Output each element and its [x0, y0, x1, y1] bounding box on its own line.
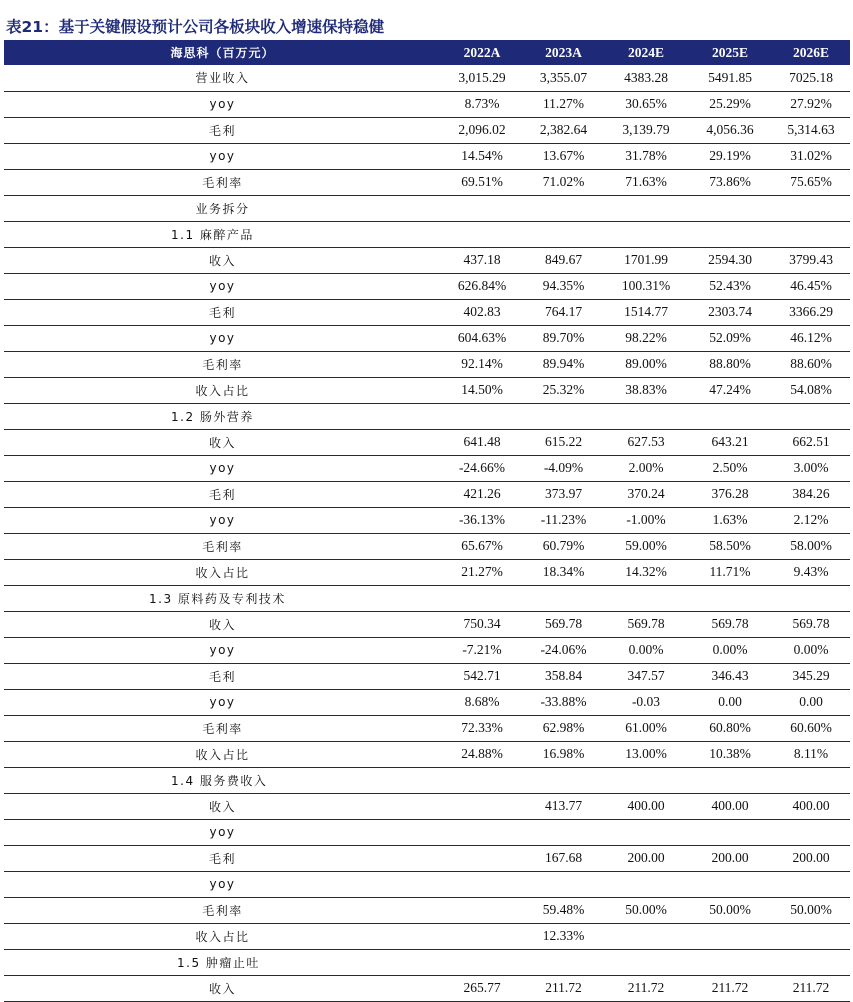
cell-value	[688, 819, 772, 845]
cell-value: 65.67%	[441, 533, 523, 559]
cell-value: 60.80%	[688, 715, 772, 741]
cell-value: 27.92%	[772, 91, 850, 117]
table-row	[4, 169, 850, 195]
cell-value: 358.84	[523, 663, 604, 689]
cell-value	[441, 949, 523, 975]
cell-value: 265.77	[441, 975, 523, 1001]
cell-value: 0.00	[772, 689, 850, 715]
cell-value: 8.73%	[441, 91, 523, 117]
cell-value: 11.27%	[523, 91, 604, 117]
row-label: yoy	[4, 455, 441, 481]
cell-value: 50.00%	[772, 897, 850, 923]
cell-value: 75.65%	[772, 169, 850, 195]
cell-value: 88.60%	[772, 351, 850, 377]
cell-value: 345.29	[772, 663, 850, 689]
cell-value: 4,056.36	[688, 117, 772, 143]
cell-value: 211.72	[688, 975, 772, 1001]
cell-value: 71.02%	[523, 169, 604, 195]
cell-value: -1.00%	[604, 507, 688, 533]
table-row	[4, 871, 850, 897]
table-row	[4, 273, 850, 299]
cell-value: 211.72	[604, 975, 688, 1001]
cell-value: 413.77	[523, 793, 604, 819]
cell-value: 200.00	[772, 845, 850, 871]
cell-value: 71.63%	[604, 169, 688, 195]
cell-value: 58.50%	[688, 533, 772, 559]
cell-value: 3,355.07	[523, 65, 604, 91]
cell-value: 400.00	[604, 793, 688, 819]
table-row	[4, 741, 850, 767]
cell-value	[772, 221, 850, 247]
row-label: 收入	[4, 247, 441, 273]
cell-value: 0.00%	[772, 637, 850, 663]
cell-value: 402.83	[441, 299, 523, 325]
cell-value: 2,096.02	[441, 117, 523, 143]
cell-value: 59.48%	[523, 897, 604, 923]
row-label: 业务拆分	[4, 195, 441, 221]
row-label: 毛利率	[4, 351, 441, 377]
table-row	[4, 507, 850, 533]
cell-value: 3799.43	[772, 247, 850, 273]
header-year: 2022A	[463, 44, 501, 60]
table-row	[4, 143, 850, 169]
cell-value: 641.48	[441, 429, 523, 455]
cell-value: 47.24%	[688, 377, 772, 403]
cell-value: 46.45%	[772, 273, 850, 299]
cell-value: 643.21	[688, 429, 772, 455]
cell-value: 346.43	[688, 663, 772, 689]
cell-value: 1.63%	[688, 507, 772, 533]
header-year: 2025E	[711, 44, 748, 60]
cell-value: 8.68%	[441, 689, 523, 715]
cell-value: 89.94%	[523, 351, 604, 377]
table-title: 表21：基于关键假设预计公司各板块收入增速保持稳健	[6, 18, 385, 36]
cell-value: 30.65%	[604, 91, 688, 117]
cell-value: 376.28	[688, 481, 772, 507]
row-label: 收入	[4, 793, 441, 819]
cell-value: 211.72	[772, 975, 850, 1001]
cell-value: 59.00%	[604, 533, 688, 559]
row-label: yoy	[4, 637, 441, 663]
cell-value: 4383.28	[604, 65, 688, 91]
cell-value	[688, 195, 772, 221]
cell-value: -24.06%	[523, 637, 604, 663]
cell-value: 662.51	[772, 429, 850, 455]
cell-value	[688, 403, 772, 429]
cell-value: 89.00%	[604, 351, 688, 377]
row-label: 收入占比	[4, 559, 441, 585]
table-row	[4, 325, 850, 351]
cell-value: 24.88%	[441, 741, 523, 767]
cell-value: 25.32%	[523, 377, 604, 403]
table-body	[4, 65, 850, 1001]
row-label: 1.5 肿瘤止吐	[4, 949, 441, 975]
cell-value: 627.53	[604, 429, 688, 455]
row-label: 收入占比	[4, 377, 441, 403]
cell-value: 31.78%	[604, 143, 688, 169]
cell-value: 25.29%	[688, 91, 772, 117]
cell-value	[772, 195, 850, 221]
cell-value: 3.00%	[772, 455, 850, 481]
table-row	[4, 689, 850, 715]
header-label: 海思科（百万元）	[170, 46, 275, 60]
cell-value: 14.50%	[441, 377, 523, 403]
table-row	[4, 559, 850, 585]
table-row	[4, 65, 850, 91]
table-row	[4, 481, 850, 507]
cell-value	[688, 221, 772, 247]
cell-value: 50.00%	[604, 897, 688, 923]
cell-value: 52.43%	[688, 273, 772, 299]
cell-value	[688, 949, 772, 975]
cell-value: 14.54%	[441, 143, 523, 169]
cell-value: 72.33%	[441, 715, 523, 741]
cell-value: 21.27%	[441, 559, 523, 585]
row-label: 收入	[4, 975, 441, 1001]
cell-value: -36.13%	[441, 507, 523, 533]
row-label: 毛利	[4, 299, 441, 325]
cell-value: 9.43%	[772, 559, 850, 585]
cell-value: 62.98%	[523, 715, 604, 741]
row-label: yoy	[4, 325, 441, 351]
cell-value	[441, 923, 523, 949]
row-label: 毛利率	[4, 533, 441, 559]
table-row	[4, 455, 850, 481]
cell-value: 13.00%	[604, 741, 688, 767]
row-label: 1.4 服务费收入	[4, 767, 441, 793]
cell-value	[441, 897, 523, 923]
cell-value: 92.14%	[441, 351, 523, 377]
cell-value: 200.00	[688, 845, 772, 871]
cell-value	[604, 923, 688, 949]
cell-value	[604, 767, 688, 793]
section-row	[4, 949, 850, 975]
header-row	[4, 40, 850, 65]
cell-value	[772, 819, 850, 845]
row-label: 毛利	[4, 117, 441, 143]
section-row	[4, 221, 850, 247]
table-row	[4, 299, 850, 325]
cell-value: 29.19%	[688, 143, 772, 169]
row-label: yoy	[4, 273, 441, 299]
cell-value: 73.86%	[688, 169, 772, 195]
cell-value: 211.72	[523, 975, 604, 1001]
cell-value	[688, 767, 772, 793]
cell-value	[441, 871, 523, 897]
header-year: 2026E	[792, 44, 829, 60]
cell-value: 384.26	[772, 481, 850, 507]
section-row	[4, 403, 850, 429]
cell-value: 2.50%	[688, 455, 772, 481]
table-row	[4, 377, 850, 403]
cell-value: 3366.29	[772, 299, 850, 325]
cell-value	[441, 819, 523, 845]
cell-value: 2.00%	[604, 455, 688, 481]
header-year: 2024E	[627, 44, 664, 60]
cell-value	[441, 585, 523, 611]
cell-value	[604, 819, 688, 845]
cell-value: 400.00	[772, 793, 850, 819]
cell-value: 2.12%	[772, 507, 850, 533]
cell-value: 604.63%	[441, 325, 523, 351]
cell-value: 421.26	[441, 481, 523, 507]
table-row	[4, 91, 850, 117]
cell-value	[441, 767, 523, 793]
cell-value: 14.32%	[604, 559, 688, 585]
table-row	[4, 429, 850, 455]
cell-value	[523, 221, 604, 247]
row-label: 毛利率	[4, 169, 441, 195]
cell-value: -11.23%	[523, 507, 604, 533]
cell-value	[441, 221, 523, 247]
cell-value	[523, 403, 604, 429]
table-row	[4, 611, 850, 637]
cell-value: 2303.74	[688, 299, 772, 325]
cell-value: 60.60%	[772, 715, 850, 741]
cell-value: 347.57	[604, 663, 688, 689]
cell-value: 16.98%	[523, 741, 604, 767]
cell-value	[523, 585, 604, 611]
cell-value: -7.21%	[441, 637, 523, 663]
cell-value: 5,314.63	[772, 117, 850, 143]
cell-value: -24.66%	[441, 455, 523, 481]
cell-value: 88.80%	[688, 351, 772, 377]
cell-value: 615.22	[523, 429, 604, 455]
cell-value	[604, 195, 688, 221]
cell-value: 58.00%	[772, 533, 850, 559]
section-row	[4, 195, 850, 221]
cell-value: 98.22%	[604, 325, 688, 351]
table-row	[4, 715, 850, 741]
table-row	[4, 663, 850, 689]
cell-value	[604, 871, 688, 897]
cell-value	[688, 923, 772, 949]
table-row	[4, 845, 850, 871]
table-row	[4, 637, 850, 663]
cell-value: -33.88%	[523, 689, 604, 715]
row-label: 收入	[4, 429, 441, 455]
cell-value: 69.51%	[441, 169, 523, 195]
cell-value: 1701.99	[604, 247, 688, 273]
table-row	[4, 117, 850, 143]
cell-value	[441, 845, 523, 871]
cell-value	[523, 949, 604, 975]
cell-value	[523, 871, 604, 897]
table-row	[4, 819, 850, 845]
cell-value: 89.70%	[523, 325, 604, 351]
row-label: yoy	[4, 689, 441, 715]
cell-value: -0.03	[604, 689, 688, 715]
cell-value	[523, 195, 604, 221]
row-label: 毛利率	[4, 715, 441, 741]
cell-value: 0.00	[688, 689, 772, 715]
cell-value: 94.35%	[523, 273, 604, 299]
cell-value: 373.97	[523, 481, 604, 507]
cell-value: 626.84%	[441, 273, 523, 299]
row-label: 收入	[4, 611, 441, 637]
cell-value	[604, 403, 688, 429]
row-label: 收入占比	[4, 923, 441, 949]
row-label: yoy	[4, 507, 441, 533]
cell-value: 569.78	[688, 611, 772, 637]
table-row	[4, 923, 850, 949]
cell-value: 31.02%	[772, 143, 850, 169]
forecast-table	[4, 40, 850, 1002]
cell-value	[772, 949, 850, 975]
cell-value: 569.78	[772, 611, 850, 637]
cell-value: 2594.30	[688, 247, 772, 273]
row-label: 毛利	[4, 663, 441, 689]
cell-value: 1514.77	[604, 299, 688, 325]
table-header	[4, 40, 850, 65]
cell-value: 11.71%	[688, 559, 772, 585]
cell-value: 50.00%	[688, 897, 772, 923]
row-label: 1.1 麻醉产品	[4, 221, 441, 247]
cell-value: 0.00%	[604, 637, 688, 663]
table-row	[4, 975, 850, 1001]
cell-value: 764.17	[523, 299, 604, 325]
cell-value	[604, 949, 688, 975]
section-row	[4, 767, 850, 793]
cell-value: 0.00%	[688, 637, 772, 663]
header-year: 2023A	[545, 44, 582, 60]
cell-value	[772, 403, 850, 429]
cell-value: 18.34%	[523, 559, 604, 585]
cell-value	[772, 767, 850, 793]
row-label: yoy	[4, 143, 441, 169]
cell-value	[688, 585, 772, 611]
cell-value: 542.71	[441, 663, 523, 689]
cell-value: 10.38%	[688, 741, 772, 767]
cell-value	[604, 585, 688, 611]
cell-value: 61.00%	[604, 715, 688, 741]
cell-value: 569.78	[604, 611, 688, 637]
row-label: 收入占比	[4, 741, 441, 767]
cell-value: 7025.18	[772, 65, 850, 91]
cell-value: 46.12%	[772, 325, 850, 351]
cell-value: 437.18	[441, 247, 523, 273]
cell-value: 200.00	[604, 845, 688, 871]
cell-value: 60.79%	[523, 533, 604, 559]
cell-value: 13.67%	[523, 143, 604, 169]
cell-value: 52.09%	[688, 325, 772, 351]
cell-value: 38.83%	[604, 377, 688, 403]
row-label: 1.3 原料药及专利技术	[4, 585, 441, 611]
cell-value: -4.09%	[523, 455, 604, 481]
cell-value: 5491.85	[688, 65, 772, 91]
cell-value	[441, 403, 523, 429]
row-label: 1.2 肠外营养	[4, 403, 441, 429]
cell-value: 3,139.79	[604, 117, 688, 143]
cell-value: 100.31%	[604, 273, 688, 299]
cell-value: 12.33%	[523, 923, 604, 949]
cell-value	[688, 871, 772, 897]
cell-value	[772, 585, 850, 611]
row-label: yoy	[4, 871, 441, 897]
cell-value: 400.00	[688, 793, 772, 819]
row-label: yoy	[4, 91, 441, 117]
cell-value: 370.24	[604, 481, 688, 507]
cell-value: 569.78	[523, 611, 604, 637]
row-label: yoy	[4, 819, 441, 845]
cell-value: 8.11%	[772, 741, 850, 767]
section-row	[4, 585, 850, 611]
row-label: 毛利率	[4, 897, 441, 923]
cell-value	[604, 221, 688, 247]
cell-value: 750.34	[441, 611, 523, 637]
cell-value	[523, 819, 604, 845]
table-row	[4, 533, 850, 559]
cell-value: 54.08%	[772, 377, 850, 403]
cell-value	[772, 923, 850, 949]
cell-value	[441, 195, 523, 221]
cell-value: 167.68	[523, 845, 604, 871]
cell-value	[523, 767, 604, 793]
table-row	[4, 247, 850, 273]
cell-value: 849.67	[523, 247, 604, 273]
row-label: 毛利	[4, 481, 441, 507]
cell-value	[772, 871, 850, 897]
cell-value: 2,382.64	[523, 117, 604, 143]
row-label: 营业收入	[4, 65, 441, 91]
table-row	[4, 897, 850, 923]
cell-value	[441, 793, 523, 819]
row-label: 毛利	[4, 845, 441, 871]
cell-value: 3,015.29	[441, 65, 523, 91]
table-row	[4, 793, 850, 819]
table-row	[4, 351, 850, 377]
